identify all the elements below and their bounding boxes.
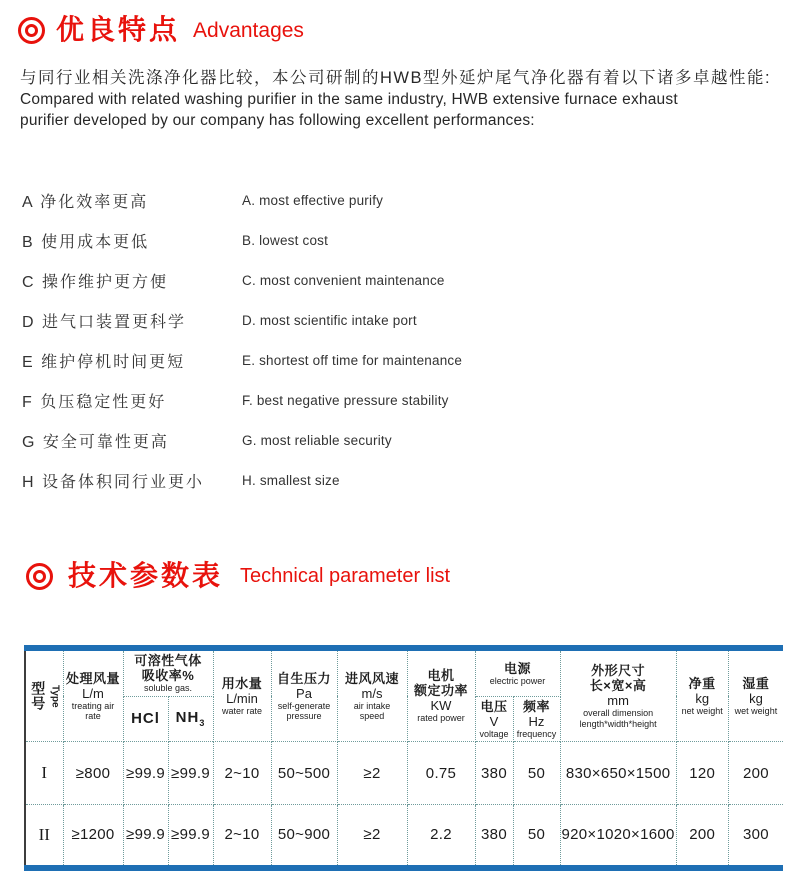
- cell-nh3: ≥99.9: [168, 742, 213, 805]
- cell-frequency: 50: [513, 742, 560, 805]
- header-zh: 频率: [522, 698, 550, 714]
- advantages-title-zh: 优良特点: [56, 14, 181, 45]
- features-list: [22, 180, 762, 500]
- bullseye-icon: [18, 17, 45, 44]
- feature-item-b: [22, 220, 762, 260]
- intro-line-en-1: Compared with related washing purifier in the same industry, HWB extensive furnace exhaust: [20, 91, 678, 108]
- header-zh: 进风风速: [344, 670, 399, 686]
- header-en: electric power: [489, 675, 546, 686]
- feature-en: G. most reliable security: [242, 432, 392, 448]
- advantages-title-en: Advantages: [193, 18, 304, 42]
- feature-zh: G 安全可靠性更高: [22, 433, 169, 451]
- feature-en: H. smallest size: [242, 472, 340, 488]
- parameters-section-header: [26, 562, 450, 590]
- header-en: soluble gas.: [143, 683, 193, 693]
- cell-air: ≥800: [63, 742, 123, 805]
- cell-type: II: [25, 805, 63, 868]
- cell-air: ≥1200: [63, 805, 123, 868]
- header-zh: 电机: [427, 668, 455, 684]
- feature-en: E. shortest off time for maintenance: [242, 352, 463, 368]
- header-zh: 长×宽×高: [589, 678, 647, 693]
- col-header-hcl: [123, 696, 168, 742]
- header-unit: Pa: [296, 685, 312, 701]
- header-unit: Hz: [528, 713, 545, 729]
- header-en: water rate: [221, 705, 263, 716]
- cell-type: I: [25, 742, 63, 805]
- feature-zh: F 负压稳定性更好: [22, 393, 167, 411]
- cell-motor: 2.2: [407, 805, 475, 868]
- col-header-voltage: [475, 696, 513, 742]
- header-en: voltage: [479, 728, 509, 739]
- intro-paragraph: [20, 68, 780, 131]
- header-zh: 吸收率%: [141, 668, 195, 683]
- col-header-type-zh: 型号: [30, 681, 47, 711]
- header-hcl-label: HCl: [131, 709, 160, 727]
- header-unit: mm: [607, 693, 629, 708]
- feature-item-h: [22, 460, 762, 500]
- cell-voltage: 380: [475, 805, 513, 868]
- cell-dimension: 920×1020×1600: [560, 805, 676, 868]
- header-unit: L/min: [226, 690, 258, 706]
- feature-item-a: [22, 180, 762, 220]
- header-unit: KW: [430, 698, 452, 714]
- cell-voltage: 380: [475, 742, 513, 805]
- col-header-net-weight: [676, 648, 728, 742]
- header-en: length*width*height: [579, 718, 657, 729]
- header-unit: kg: [695, 690, 710, 706]
- cell-wet: 300: [728, 805, 783, 868]
- cell-water: 2~10: [213, 742, 271, 805]
- cell-motor: 0.75: [407, 742, 475, 805]
- header-zh: 电压: [480, 698, 508, 714]
- intro-line-en-2: purifier developed by our company has following excellent performances:: [20, 111, 535, 129]
- header-nh3-label: $NH_3$: [175, 709, 206, 729]
- cell-hcl: ≥99.9: [123, 742, 168, 805]
- bullseye-icon: [26, 563, 53, 590]
- cell-pressure: 50~500: [271, 742, 337, 805]
- header-zh: 处理风量: [65, 670, 120, 686]
- intro-line-zh: 与同行业相关洗涤净化器比较，本公司研制的HWB型外延炉尾气净化器有着以下诸多卓越性能:: [20, 69, 772, 87]
- cell-frequency: 50: [513, 805, 560, 868]
- col-header-water-rate: [213, 648, 271, 742]
- advantages-section-header: [18, 16, 304, 44]
- cell-water: 2~10: [213, 805, 271, 868]
- header-zh: 用水量: [221, 675, 263, 691]
- header-zh: 湿重: [742, 675, 770, 691]
- feature-item-g: [22, 420, 762, 460]
- feature-en: F. best negative pressure stability: [242, 392, 449, 408]
- parameters-title-zh: 技术参数表: [68, 560, 224, 591]
- feature-item-c: [22, 260, 762, 300]
- col-header-type: [25, 648, 63, 742]
- cell-pressure: 50~900: [271, 805, 337, 868]
- header-zh: 净重: [688, 675, 716, 691]
- header-zh: 电源: [503, 660, 531, 676]
- feature-zh: D 进气口装置更科学: [22, 313, 187, 331]
- col-header-rated-power: [407, 648, 475, 742]
- cell-speed: ≥2: [337, 742, 407, 805]
- header-en: frequency: [516, 728, 557, 739]
- header-en: overall dimension: [583, 708, 654, 718]
- col-header-electric-power: [475, 648, 560, 696]
- header-en: net weight: [681, 705, 723, 716]
- header-zh: 自生压力: [276, 670, 331, 686]
- feature-en: D. most scientific intake port: [242, 312, 417, 328]
- col-header-treating-air-rate: [63, 648, 123, 742]
- cell-wet: 200: [728, 742, 783, 805]
- cell-dimension: 830×650×1500: [560, 742, 676, 805]
- col-header-wet-weight: [728, 648, 783, 742]
- cell-nh3: ≥99.9: [168, 805, 213, 868]
- cell-net: 200: [676, 805, 728, 868]
- feature-en: A. most effective purify: [242, 192, 384, 208]
- table-row-model-2: [25, 805, 783, 868]
- feature-zh: E 维护停机时间更短: [22, 353, 186, 371]
- feature-zh: A 净化效率更高: [22, 193, 149, 211]
- header-zh: 额定功率: [413, 683, 468, 699]
- col-header-nh3: [168, 696, 213, 742]
- header-en: wet weight: [734, 705, 778, 716]
- cell-speed: ≥2: [337, 805, 407, 868]
- header-en: rated power: [417, 713, 465, 724]
- header-en: speed: [359, 711, 385, 721]
- feature-zh: H 设备体积同行业更小: [22, 473, 205, 491]
- header-en: rate: [85, 711, 101, 721]
- table-row-model-1: [25, 742, 783, 805]
- header-zh: 外形尺寸: [591, 663, 646, 678]
- bullseye-inner-ring: [25, 24, 38, 37]
- feature-item-e: [22, 340, 762, 380]
- col-header-type-en: Type: [49, 684, 61, 708]
- feature-item-f: [22, 380, 762, 420]
- col-header-frequency: [513, 696, 560, 742]
- cell-net: 120: [676, 742, 728, 805]
- header-en: treating air: [71, 700, 115, 711]
- feature-item-d: [22, 300, 762, 340]
- header-zh: 可溶性气体: [134, 653, 202, 668]
- feature-en: B. lowest cost: [242, 232, 329, 248]
- bullseye-inner-ring: [33, 570, 46, 583]
- parameter-table: [24, 645, 783, 871]
- col-header-overall-dimension: [560, 648, 676, 742]
- cell-hcl: ≥99.9: [123, 805, 168, 868]
- header-en: pressure: [286, 711, 322, 721]
- header-unit: V: [489, 713, 499, 729]
- col-header-air-intake-speed: [337, 648, 407, 742]
- header-unit: m/s: [361, 685, 383, 701]
- feature-en: C. most convenient maintenance: [242, 272, 445, 288]
- col-header-soluble-gas: [123, 648, 213, 696]
- feature-zh: B 使用成本更低: [22, 233, 150, 251]
- col-header-self-generate-pressure: [271, 648, 337, 742]
- header-unit: L/m: [82, 685, 104, 701]
- parameters-title-en: Technical parameter list: [240, 565, 451, 587]
- feature-zh: C 操作维护更方便: [22, 273, 169, 291]
- header-en: self-generate: [277, 700, 331, 711]
- header-unit: kg: [749, 690, 763, 706]
- header-en: air intake: [353, 700, 391, 711]
